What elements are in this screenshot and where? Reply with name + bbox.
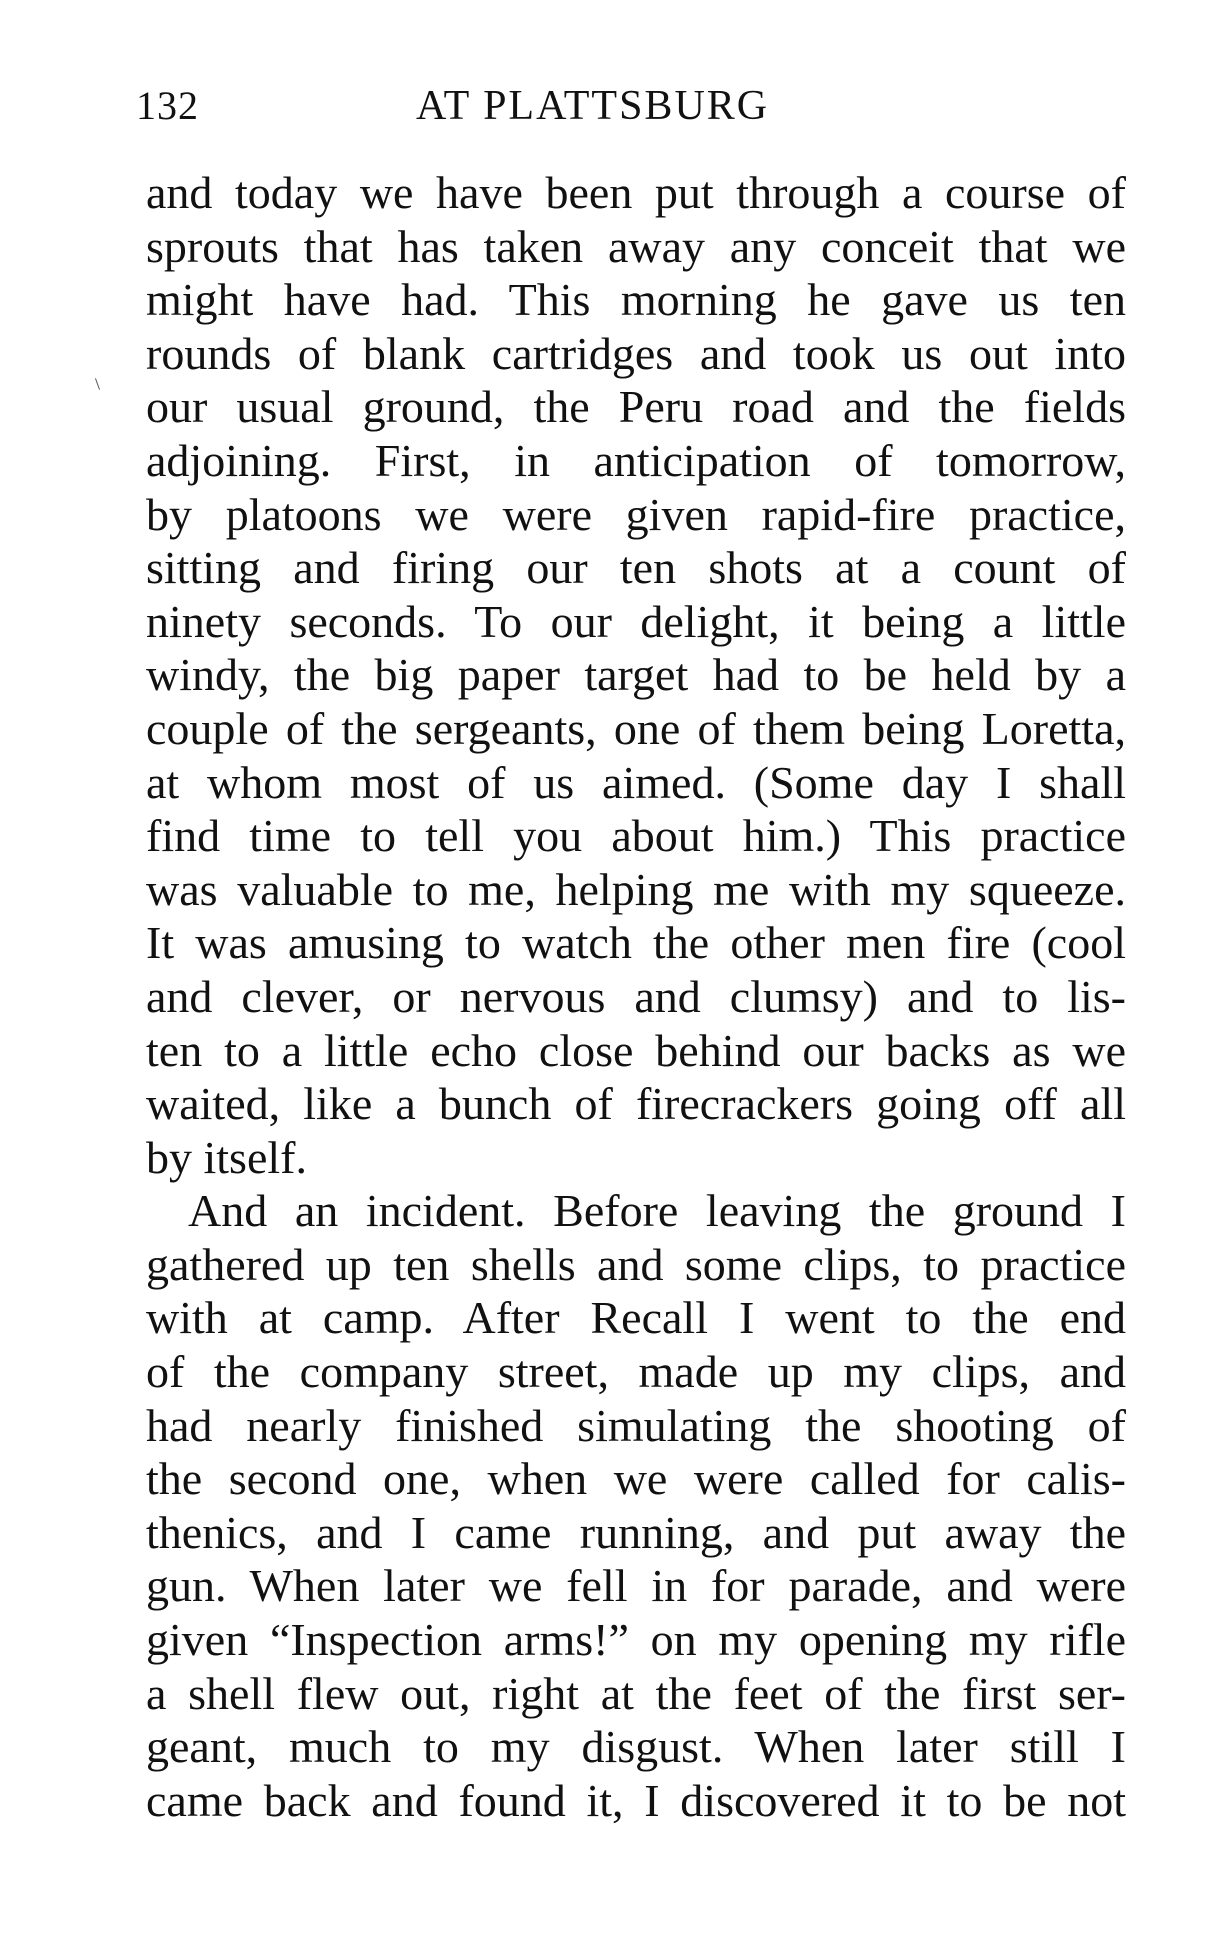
body-text: [146, 166, 1126, 1827]
text-line: was valuable to me, helping me with my squeeze.: [146, 863, 1126, 915]
text-line: thenics, and I came running, and put away the: [146, 1506, 1126, 1558]
text-line: ninety seconds. To our delight, it being a little: [146, 595, 1126, 647]
text-line: windy, the big paper target had to be held by a: [146, 649, 1126, 701]
text-line: by platoons we were given rapid-fire practice,: [146, 488, 1126, 540]
text-line: geant, much to my disgust. When later still I: [146, 1721, 1126, 1773]
text-line: with at camp. After Recall I went to the end: [146, 1292, 1126, 1344]
text-line: a shell flew out, right at the feet of the first ser-: [146, 1667, 1126, 1719]
text-line: gathered up ten shells and some clips, to practice: [146, 1238, 1126, 1290]
text-line: waited, like a bunch of firecrackers going off all: [146, 1078, 1126, 1130]
margin-mark: [95, 378, 100, 390]
paragraph: [146, 1184, 1126, 1827]
text-line: And an incident. Before leaving the ground I: [188, 1185, 1126, 1237]
text-line: adjoining. First, in anticipation of tomorrow,: [146, 434, 1126, 486]
text-line: and today we have been put through a course of: [146, 167, 1126, 218]
text-line: rounds of blank cartridges and took us out into: [146, 327, 1126, 379]
text-line: It was amusing to watch the other men fire (cool: [146, 917, 1126, 969]
text-line: sitting and firing our ten shots at a count of: [146, 542, 1126, 594]
text-line: gun. When later we fell in for parade, and were: [146, 1560, 1126, 1612]
text-line: might have had. This morning he gave us ten: [146, 274, 1126, 326]
page-header: [136, 82, 1126, 142]
text-line: couple of the sergeants, one of them being Loretta,: [146, 702, 1126, 754]
text-line: came back and found it, I discovered it to be not: [146, 1774, 1126, 1826]
text-line: of the company street, made up my clips, and: [146, 1346, 1126, 1398]
text-line: sprouts that has taken away any conceit that we: [146, 220, 1126, 272]
text-line: given “Inspection arms!” on my opening my rifle: [146, 1614, 1126, 1666]
text-line: by itself.: [146, 1131, 307, 1183]
text-line: at whom most of us aimed. (Some day I shall: [146, 756, 1126, 808]
running-head: AT PLATTSBURG: [416, 83, 770, 129]
text-line: and clever, or nervous and clumsy) and to lis-: [146, 970, 1126, 1022]
text-line: the second one, when we were called for calis-: [146, 1453, 1126, 1505]
page-number: 132: [136, 83, 199, 128]
paragraph: [146, 166, 1126, 1184]
text-line: had nearly finished simulating the shooting of: [146, 1399, 1126, 1451]
text-line: ten to a little echo close behind our backs as we: [146, 1024, 1126, 1076]
text-line: find time to tell you about him.) This practice: [146, 810, 1126, 862]
text-line: our usual ground, the Peru road and the fields: [146, 381, 1126, 433]
